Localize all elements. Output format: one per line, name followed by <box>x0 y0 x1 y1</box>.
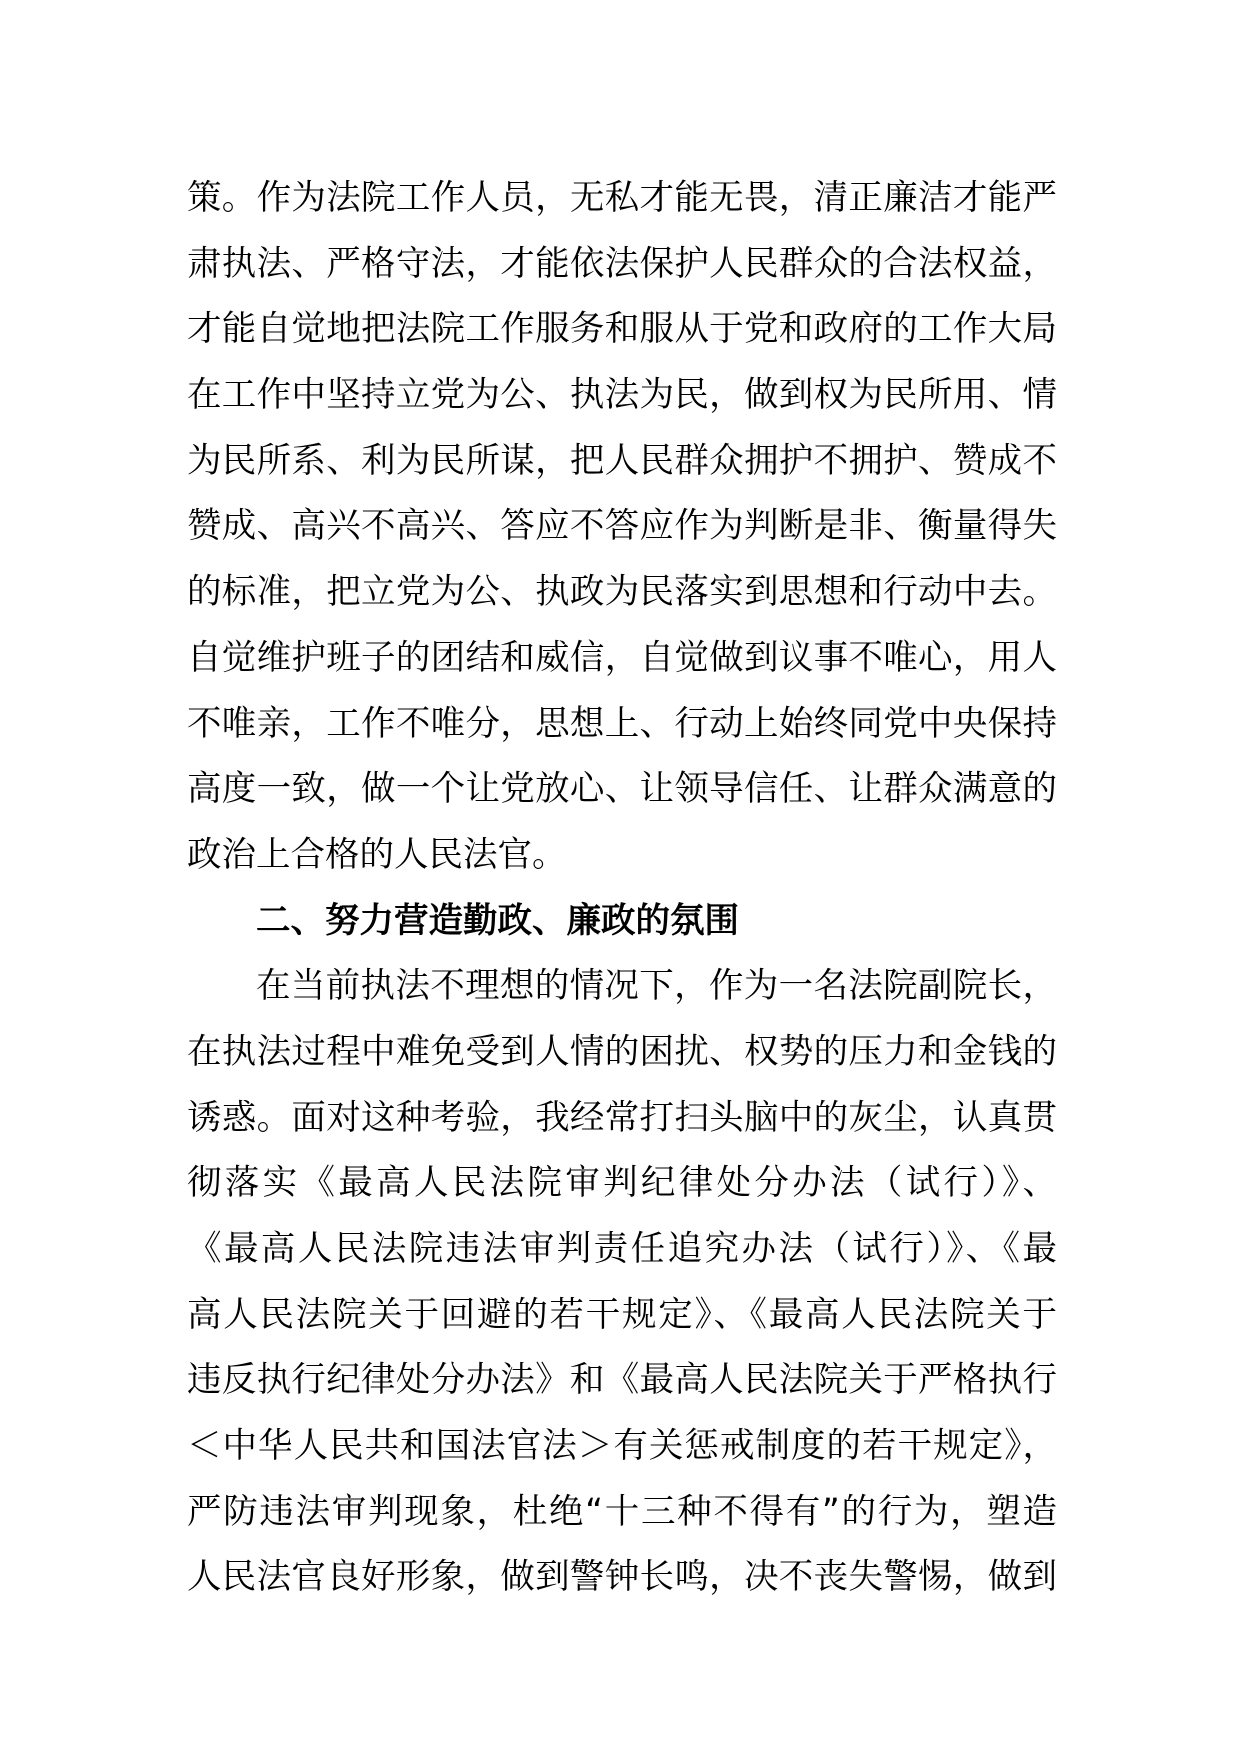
text-line: 人民法官良好形象，做到警钟长鸣，决不丧失警惕，做到 <box>187 1557 1057 1598</box>
text-line: 肃执法、严格守法，才能依法保护人民群众的合法权益， <box>187 243 1057 284</box>
text-line: 策。作为法院工作人员，无私才能无畏，清正廉洁才能严 <box>187 178 1057 218</box>
text-line: 《最高人民法院违法审判责任追究办法（试行）》、《最 <box>187 1229 1057 1269</box>
text-line: 高度一致，做一个让党放心、让领导信任、让群众满意的 <box>187 769 1057 810</box>
document-body <box>187 166 1057 1611</box>
text-line: ＜中华人民共和国法官法＞有关惩戒制度的若干规定》， <box>187 1426 1057 1467</box>
paragraph-1 <box>187 166 1057 889</box>
text-line: 高人民法院关于回避的若干规定》、《最高人民法院关于 <box>187 1294 1057 1335</box>
text-line: 在工作中坚持立党为公、执法为民，做到权为民所用、情 <box>187 375 1057 416</box>
text-line: 政治上合格的人民法官。 <box>187 834 567 875</box>
text-line: 的标准，把立党为公、执政为民落实到思想和行动中去。 <box>187 572 1057 613</box>
text-line: 彻落实《最高人民法院审判纪律处分办法（试行）》、 <box>187 1163 1057 1204</box>
text-line: 自觉维护班子的团结和威信，自觉做到议事不唯心，用人 <box>187 637 1057 678</box>
text-line: 在当前执法不理想的情况下，作为一名法院副院长， <box>256 966 1057 1007</box>
text-line: 为民所系、利为民所谋，把人民群众拥护不拥护、赞成不 <box>187 440 1057 481</box>
paragraph-2 <box>187 954 1057 1611</box>
section-heading: 二、努力营造勤政、廉政的氛围 <box>256 900 739 941</box>
text-line: 才能自觉地把法院工作服务和服从于党和政府的工作大局 <box>187 309 1057 350</box>
text-line: 严防违法审判现象，杜绝“十三种不得有”的行为，塑造 <box>187 1491 1057 1532</box>
text-line: 违反执行纪律处分办法》和《最高人民法院关于严格执行 <box>187 1360 1057 1401</box>
text-line: 赞成、高兴不高兴、答应不答应作为判断是非、衡量得失 <box>187 506 1057 547</box>
text-line: 诱惑。面对这种考验，我经常打扫头脑中的灰尘，认真贯 <box>187 1097 1057 1138</box>
text-line: 不唯亲，工作不唯分，思想上、行动上始终同党中央保持 <box>187 703 1057 744</box>
text-line: 在执法过程中难免受到人情的困扰、权势的压力和金钱的 <box>187 1031 1057 1072</box>
